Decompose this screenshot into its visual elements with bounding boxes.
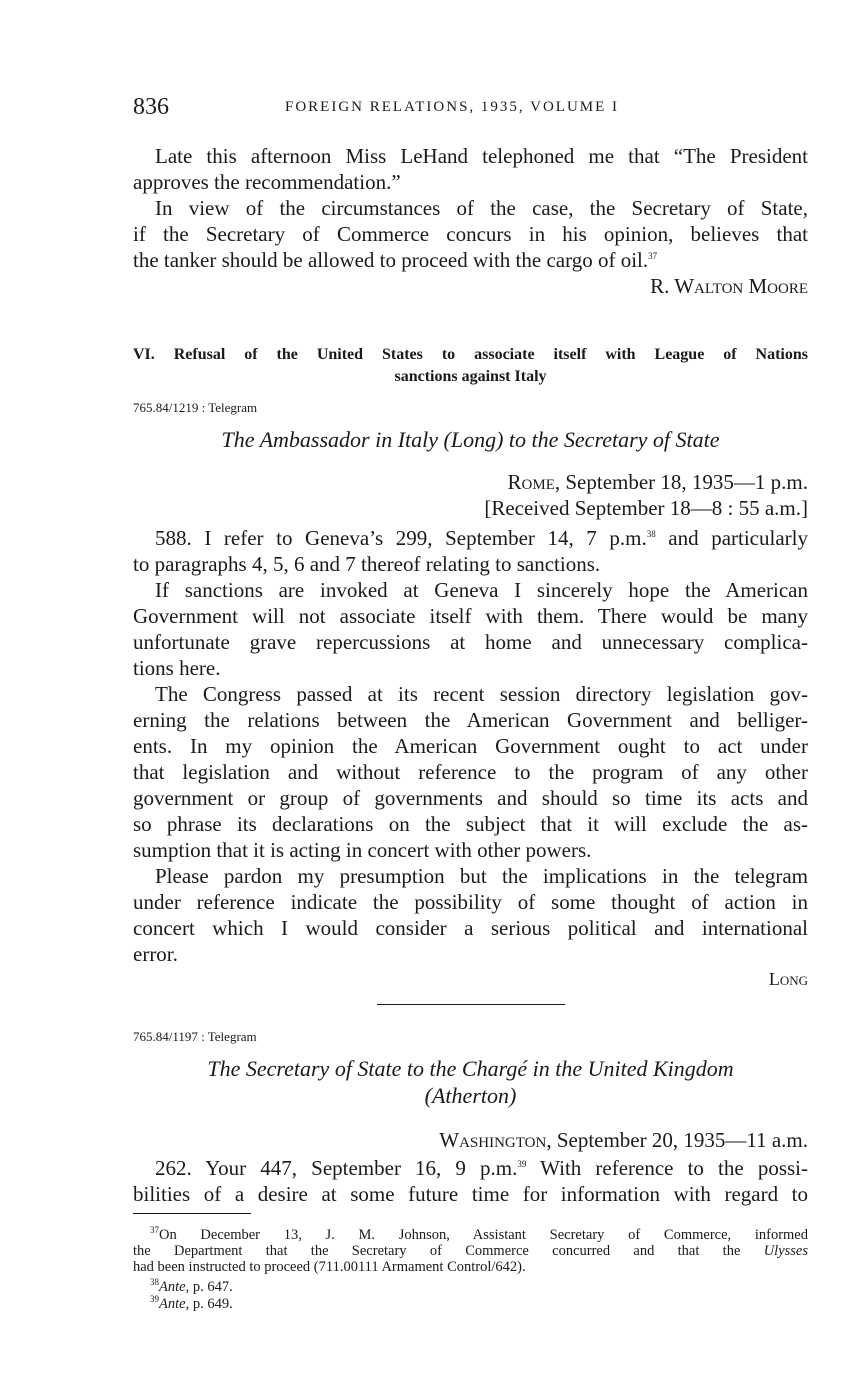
footnote-ref-38: 38 <box>646 529 656 539</box>
telegram-signature: Long <box>768 969 808 989</box>
memo-signature: R. Walton Moore <box>650 274 808 298</box>
document-title-2: The Secretary of State to the Chargé in the United Kingdom (Atherton) <box>207 1056 734 1108</box>
telegram-paragraph-4: Please pardon my presumption but the implications in the telegram under reference indicate the possibility of some thought of action in concert which I would consider a serious political and international error. <box>133 864 808 966</box>
file-reference-2: 765.84/1197 : Telegram <box>133 1029 257 1044</box>
dateline-2: Washington, September 20, 1935—11 a.m. <box>439 1128 808 1152</box>
telegram-2-paragraph-1: 262. Your 447, September 16, 9 p.m.$^{39}$ With reference to the possi- bilities of a desire at some future time for information with regard to <box>133 1156 809 1206</box>
page-number: 836 <box>133 94 169 120</box>
telegram-paragraph-2: If sanctions are invoked at Geneva I sincerely hope the American Government will not associate itself with them. There would be many unfortunate grave repercussions at home and unnecessary complica- tions here. <box>133 578 808 680</box>
memo-paragraph-2: In view of the circumstances of the case, the Secretary of State, if the Secretary of Commerce concurs in his opinion, believes that the tanker should be allowed to proceed with the cargo of oil.$^{37}$ <box>133 196 808 272</box>
section-divider <box>377 1004 565 1005</box>
footnote-ref-39: 39 <box>517 1159 527 1169</box>
footnote-39: $^{39}$Ante, p. 649. <box>150 1294 233 1312</box>
running-title: FOREIGN RELATIONS, 1935, VOLUME I <box>285 99 620 115</box>
document-title: The Ambassador in Italy (Long) to the Secretary of State <box>221 427 720 452</box>
footnote-ref-37: 37 <box>648 251 658 261</box>
telegram-paragraph-1: 588. I refer to Geneva’s 299, September 14, 7 p.m.$^{38}$ and particularly to paragraphs 4, 5, 6 and 7 thereof relating to sanctions. <box>133 526 808 576</box>
file-reference: 765.84/1219 : Telegram <box>133 400 258 415</box>
dateline: Rome, September 18, 1935—1 p.m. <box>507 470 808 494</box>
footnote-37: $^{37}$On December 13, J. M. Johnson, Assistant Secretary of Commerce, informed the Department that the Secretary of Commerce concurred and that the Ulysses had been instructed to proceed (711.00111 Armament Control/642). <box>133 1225 808 1275</box>
memo-paragraph-1: Late this afternoon Miss LeHand telephoned me that “The President approves the recommendation.” <box>133 144 808 194</box>
telegram-paragraph-3: The Congress passed at its recent session directory legislation gov- erning the relations between the American Government and belliger- ents. In my opinion the American Government ought to act under that legislation and without reference to the program of any other government or group of governments and should so time its acts and so phrase its declarations on the subject that it will exclude the as- sumption that it is acting in concert with other powers. <box>133 682 808 862</box>
received-line: [Received September 18—8 : 55 a.m.] <box>484 496 808 520</box>
footnote-38: $^{38}$Ante, p. 647. <box>150 1277 233 1295</box>
footnote-rule <box>133 1213 251 1214</box>
section-heading: VI. Refusal of the United States to associate itself with League of Nations sanctions against Italy <box>133 346 808 385</box>
